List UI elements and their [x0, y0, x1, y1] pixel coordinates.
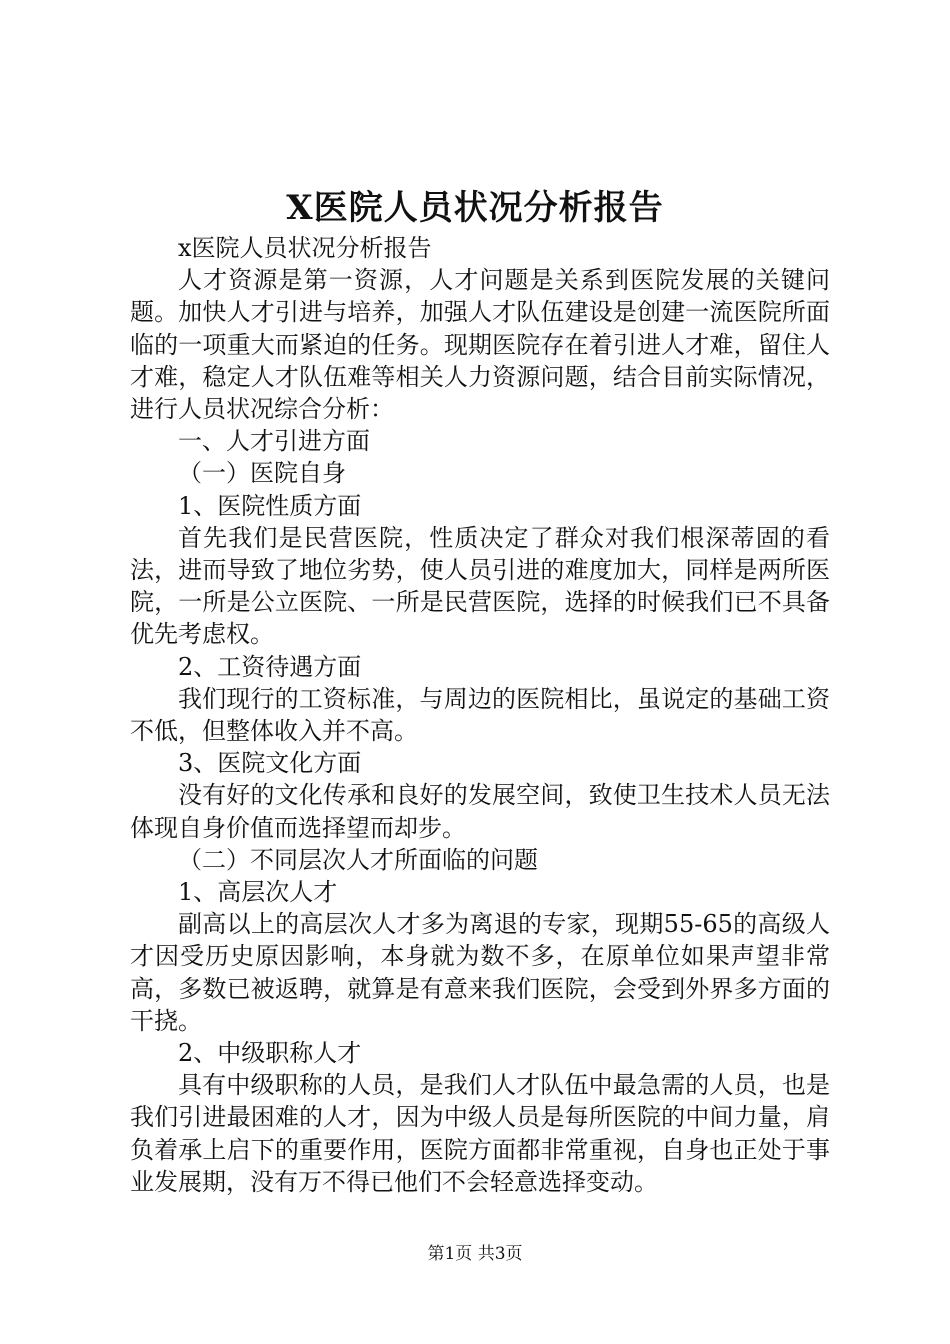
paragraph-item-2-1: 副高以上的高层次人才多为离退的专家，现期55-65的高级人才因受历史原因影响，本身就为数不多，在原单位如果声望非常高，多数已被返聘，就算是有意来我们医院，会受到外界多方面的干挠。 [130, 910, 830, 1035]
heading-subsection-2: （二）不同层次人才所面临的问题 [178, 845, 538, 874]
document-title: X医院人员状况分析报告 [286, 188, 664, 228]
heading-item-2-1: 1、高层次人才 [178, 878, 338, 907]
heading-item-1-2: 2、工资待遇方面 [178, 652, 362, 681]
paragraph-item-1-3: 没有好的文化传承和良好的发展空间，致使卫生技术人员无法体现自身价值而选择望而却步。 [130, 781, 830, 842]
heading-section-1: 一、人才引进方面 [178, 427, 370, 456]
heading-item-2-2: 2、中级职称人才 [178, 1039, 362, 1068]
paragraph-item-2-2: 具有中级职称的人员，是我们人才队伍中最急需的人员，也是我们引进最困难的人才，因为中级人员是每所医院的中间力量，肩负着承上启下的重要作用，医院方面都非常重视，自身也正处于事业发展期，没有万不得已他们不会轻意选择变动。 [130, 1071, 830, 1196]
paragraph-intro: 人才资源是第一资源，人才问题是关系到医院发展的关键问题。加快人才引进与培养，加强人才队伍建设是创建一流医院所面临的一项重大而紧迫的任务。现期医院存在着引进人才难，留住人才难，稳定人才队伍难等相关人力资源问题，结合目前实际情况，进行人员状况综合分析： [130, 266, 830, 424]
paragraph-item-1-1: 首先我们是民营医院，性质决定了群众对我们根深蒂固的看法，进而导致了地位劣势，使人员引进的难度加大，同样是两所医院，一所是公立医院、一所是民营医院，选择的时候我们已不具备优先考虑权。 [130, 523, 830, 649]
heading-item-1-1: 1、医院性质方面 [178, 491, 362, 520]
heading-item-1-3: 3、医院文化方面 [178, 749, 362, 778]
paragraph-subtitle: x医院人员状况分析报告 [178, 234, 432, 262]
page-footer: 第1页 共3页 [427, 1244, 523, 1264]
document-body [130, 232, 830, 1198]
heading-subsection-1: （一）医院自身 [178, 459, 346, 488]
paragraph-item-1-2: 我们现行的工资标准，与周边的医院相比，虽说定的基础工资不低，但整体收入并不高。 [130, 684, 830, 746]
